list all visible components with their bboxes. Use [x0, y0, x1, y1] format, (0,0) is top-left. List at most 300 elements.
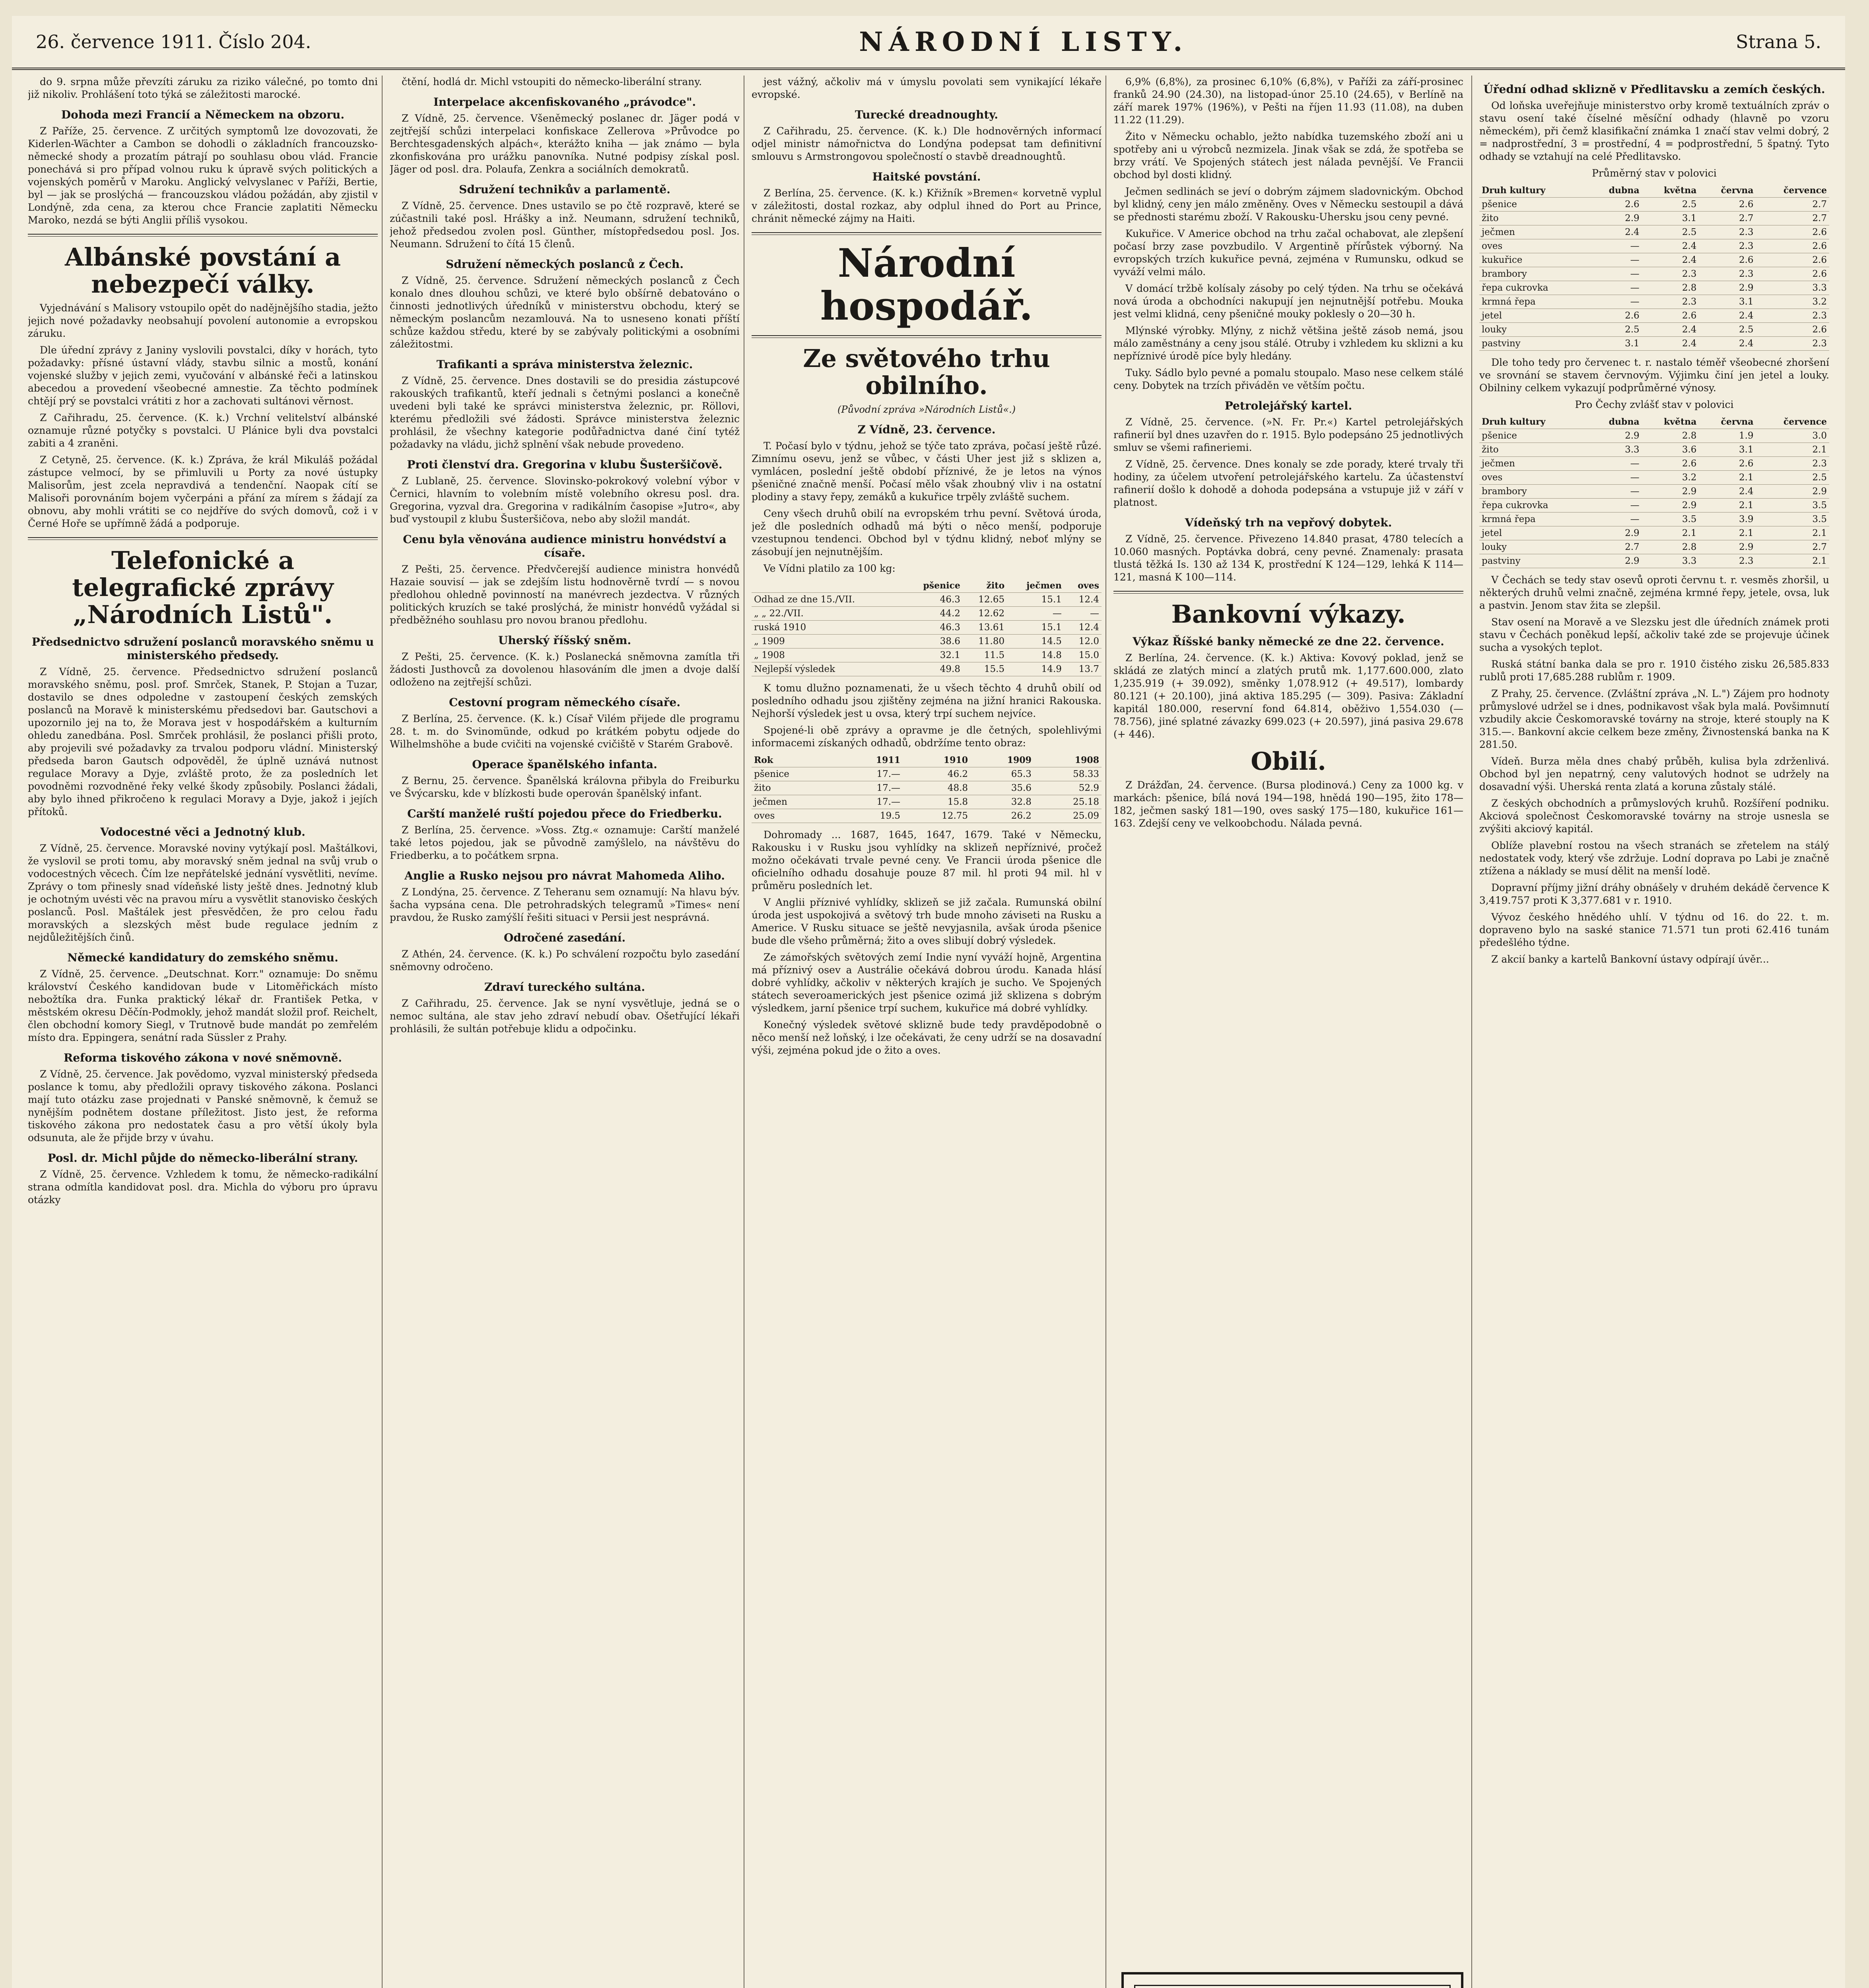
table-header-cell: Rok — [752, 753, 839, 767]
table-row — [1479, 513, 1829, 526]
table-cell: louky — [1479, 323, 1588, 337]
table-cell: — — [1588, 485, 1642, 499]
table-cell: 2.6 — [1699, 457, 1756, 471]
section-heading: Ze světového trhu obilního. — [803, 344, 1050, 400]
table-cell: 14.9 — [1007, 662, 1064, 676]
table-cell: 3.5 — [1756, 513, 1829, 526]
table-cell: ječmen — [752, 795, 839, 809]
paragraph: Z Bernu, 25. července. Španělská královna přibyla do Freiburku ve Švýcarsku, kde v blízkosti bude operován španělský infant. — [390, 775, 740, 799]
table-row — [752, 635, 1102, 648]
paragraph: Dle toho tedy pro červenec t. r. nastalo téměř všeobecné zhoršení ve srovnání se stavem červnovým. Výjimku činí jen jetel a louky. Obilniny celkem vykazují podprůměrné výnosy. — [1479, 357, 1829, 394]
table-cell: 2.1 — [1756, 443, 1829, 457]
column-3 — [752, 76, 1102, 1988]
table-cell: 2.3 — [1699, 554, 1756, 568]
article-heading: Odročené zasedání. — [503, 931, 626, 944]
table-header-cell: dubna — [1588, 184, 1642, 198]
article-heading: Uherský říšský sněm. — [498, 634, 631, 647]
table-cell: — — [1588, 499, 1642, 513]
table-cell: 2.5 — [1756, 471, 1829, 485]
paragraph: Z Vídně, 25. července. Předsednictvo sdružení poslanců moravského sněmu, posl. prof. Smrček, Stanek, P. Stojan a Tuzar, dostavilo se dnes odpoledne v zastoupení českých zemských poslanců na Moravě k ministerskému předsedovi bar. Gautschovi a upozornilo jej na to, že Morava jest v hospodářském a kulturním ohledu zanedbána. Posl. Smrček prohlásil, že poslanci přišli proto, aby projevili své požadavky za trvalou podporu vládní. Ministerský předseda baron Gautsch odpověděl, že úplně uznává nutnost regulace Moravy a Dyje, zvláště proto, že za posledních let povodněmi rozvodněné řeky velké škody způsobily. Poslanci žádali, aby bylo ihned přikročeno k regulaci Moravy a Dyje, jakož i jejích přítoků. — [28, 666, 378, 817]
table-cell: Odhad ze dne 15./VII. — [752, 593, 903, 607]
table-header-cell: července — [1756, 184, 1829, 198]
table-cell: — — [1588, 513, 1642, 526]
table-cell: Nejlepší výsledek — [752, 662, 903, 676]
table-cell: jetel — [1479, 309, 1588, 323]
table-cell: 3.1 — [1642, 212, 1699, 225]
table-cell: 3.2 — [1756, 295, 1829, 309]
table-cell: jetel — [1479, 526, 1588, 540]
table-cell: pšenice — [1479, 429, 1588, 443]
table-header-cell: Druh kultury — [1479, 184, 1588, 198]
table-cell: 2.4 — [1699, 485, 1756, 499]
article-heading: Reforma tiskového zákona v nové sněmovně. — [63, 1051, 342, 1064]
table-cell: 65.3 — [970, 767, 1034, 781]
table-cell: 49.8 — [903, 662, 963, 676]
table-cell: 2.3 — [1756, 457, 1829, 471]
issue-date: 26. července 1911. Číslo 204. — [36, 31, 311, 52]
masthead — [12, 16, 1845, 70]
table-cell: 14.8 — [1007, 648, 1064, 662]
table-row — [1479, 281, 1829, 295]
table-cell: „ 1908 — [752, 648, 903, 662]
table-cell: — — [1588, 457, 1642, 471]
paragraph: Z Berlína, 24. července. (K. k.) Aktiva: Kovový poklad, jenž se skládá ze zlatých mincí a zlatých prutů mk. 1,177.600.000, zlato 1,235.919 (+ 39.092), směnky 1,078.912 (+ 49.517), lombardy 80.121 (+ 20.100), jiná aktiva 185.295 (— 309). Pasiva: Základní kapitál 180.000, reservní fond 64.814, oběživo 1,554.030 (— 78.756), jiné splatné závazky 699.023 (+ 20.597), jiná pasiva 29.678 (+ 446). — [1113, 652, 1463, 740]
table-cell: 3.0 — [1756, 429, 1829, 443]
table-cell: 25.09 — [1034, 809, 1102, 823]
article-heading: Dohoda mezi Francií a Německem na obzoru. — [61, 108, 345, 121]
table-row — [752, 767, 1102, 781]
table-cell: krmná řepa — [1479, 295, 1588, 309]
paragraph: Vývoz českého hnědého uhlí. V týdnu od 16. do 22. t. m. dopraveno bylo na saské stanice 71.571 tun proti 62.416 tunám předešlého týdne. — [1479, 911, 1829, 948]
table-row — [752, 607, 1102, 621]
table-cell: 2.6 — [1756, 253, 1829, 267]
paragraph: Z českých obchodních a průmyslových kruhů. Rozšíření podniku. Akciová společnost Českomoravské továrny na stroje usnesla se zvýšiti akciový kapitál. — [1479, 798, 1829, 835]
table-cell: 2.3 — [1642, 295, 1699, 309]
paragraph: Z Vídně, 25. července. Dnes dostavili se do presidia zástupcové rakouských trafikantů, kteří jednali s četnými poslanci a konečně uvedeni byli také ke správci ministerstva železnic, pr. Röllovi, kterému předložili své žádosti. Správce ministerstva železnic prohlásil, že všechny kategorie podůřadnictva dané činí tytéž požadavky na vládu, jichž splnění však nebude provedeno. — [390, 375, 740, 450]
article-heading: Trafikanti a správa ministerstva železnic. — [436, 358, 693, 371]
section-heading: Telefonické a telegrafické zprávy „Národních Listů". — [72, 546, 334, 629]
article-heading: Vodocestné věci a Jednotný klub. — [100, 825, 305, 839]
table-cell: 3.2 — [1642, 471, 1699, 485]
article-heading: Cenu byla věnována audience ministru honvédství a císaře. — [403, 533, 727, 559]
paragraph: Z akcií banky a kartelů Bankovní ústavy odpírají úvěr... — [1491, 953, 1769, 965]
table-row — [1479, 499, 1829, 513]
table-cell: 15.1 — [1007, 593, 1064, 607]
table-cell: 2.6 — [1699, 198, 1756, 212]
article-heading: Carští manželé ruští pojedou přece do Friedberku. — [407, 807, 722, 820]
table-cell: 2.4 — [1699, 309, 1756, 323]
table-row — [752, 795, 1102, 809]
paragraph: Z Vídně, 25. července. Všeněmecký poslanec dr. Jäger podá v zejtřejší schůzi interpelaci konfiskace Zellerova »Průvodce po Berchtesgadenských alpách«, kterážto kniha — jak známo — byla zkonfiskována pro urážku panovníka. Nutné podpisy získal posl. Jäger od posl. dra. Polaufa, Zenkra a sociálních demokratů. — [390, 113, 740, 175]
table-cell: — — [1588, 295, 1642, 309]
section-heading: Bankovní výkazy. — [1171, 600, 1406, 629]
table-cell: 2.7 — [1588, 540, 1642, 554]
table-cell: žito — [1479, 212, 1588, 225]
table-cell: 2.4 — [1642, 239, 1699, 253]
table-cell: 26.2 — [970, 809, 1034, 823]
article-heading: Zdraví tureckého sultána. — [484, 980, 645, 994]
table-cell: 17.— — [839, 781, 903, 795]
table-cell: 2.5 — [1588, 323, 1642, 337]
table-cell: 32.1 — [903, 648, 963, 662]
article-heading: Výkaz Říšské banky německé ze dne 22. července. — [1133, 635, 1444, 648]
table-cell: 2.9 — [1588, 429, 1642, 443]
paragraph: Ceny všech druhů obilí na evropském trhu pevní. Světová úroda, jež dle posledních odhadů má býti o něco menší, podporuje vzestupnou tendenci. Obchod byl v týdnu klidný, neboť mlýny se zásobují jen nejnutnějším. — [752, 508, 1102, 557]
article-heading: Anglie a Rusko nejsou pro návrat Mahomeda Aliho. — [404, 869, 725, 882]
paragraph: Od loňska uveřejňuje ministerstvo orby kromě textuálních zpráv o stavu osení také číselné měsíční odhady (hlavně po vzoru německém), při čemž klasifikační známka 1 značí stav velmi dobrý, 2 = nadprostřední, 3 = prostřední, 4 = podprostřední, 5 špatný. Tyto odhady se vztahují na celé Předlitavsko. — [1479, 100, 1829, 162]
table-cell: 19.5 — [839, 809, 903, 823]
table-cell: řepa cukrovka — [1479, 499, 1588, 513]
table-cell: 3.5 — [1642, 513, 1699, 526]
table-cell: 15.5 — [963, 662, 1007, 676]
sunburst-ornament-icon — [1135, 1986, 1452, 1988]
paragraph: Z Drážďan, 24. července. (Bursa plodinová.) Ceny za 1000 kg. v markách: pšenice, bílá nová 194—198, hnědá 190—195, žito 178—182, ječmen saský 181—190, oves saský 175—180, kukuřice 161—163. Zdejší ceny ve velkoobchodu. Nálada pevná. — [1113, 779, 1463, 829]
table-row — [1479, 295, 1829, 309]
table-cell: 2.7 — [1756, 212, 1829, 225]
column-rule — [1471, 76, 1472, 1988]
source-note: (Původní zpráva »Národních Listů«.) — [837, 404, 1016, 415]
paragraph: Ruská státní banka dala se pro r. 1910 čistého zisku 26,585.833 rublů proti 17,685.288 rublům r. 1909. — [1479, 658, 1829, 683]
table-cell: 2.3 — [1699, 225, 1756, 239]
paragraph: Z Berlína, 25. července. »Voss. Ztg.« oznamuje: Carští manželé také letos pojedou, jak se původně zamýšlelo, na návštěvu do Friedberku, a to počátkem srpna. — [390, 824, 740, 861]
paragraph: Z Londýna, 25. července. Z Teheranu sem oznamují: Na hlavu býv. šacha vypsána cena. Dle petrohradských telegramů »Times« není pravdou, že Rusko zamýšlí řešiti situaci v Persii jest nesprávná. — [390, 886, 740, 923]
table-cell: — — [1588, 471, 1642, 485]
table-cell: 2.3 — [1642, 267, 1699, 281]
table-cell: 2.6 — [1756, 239, 1829, 253]
table-cell: 3.6 — [1642, 443, 1699, 457]
article-heading: Německé kandidatury do zemského sněmu. — [67, 951, 338, 964]
table-row — [1479, 225, 1829, 239]
paragraph: Z Vídně, 25. července. Sdružení německých poslanců z Čech konalo dnes dlouhou schůzi, ve které bylo obšírně debatováno o činnosti jednotlivých úředníků v ministerstvu obchodu, který se německým poslancům nezamlouvá. Na to usneseno konati příští schůze každou středu, které by se zabývaly politickými a osobními záležitostmi. — [390, 275, 740, 350]
table-row — [752, 781, 1102, 795]
table-cell: — — [1064, 607, 1102, 621]
table-row — [1479, 267, 1829, 281]
table-cell: 2.6 — [1756, 267, 1829, 281]
table-cell: 3.5 — [1756, 499, 1829, 513]
table-cell: 2.1 — [1699, 499, 1756, 513]
table-header-cell: května — [1642, 415, 1699, 429]
table-cell: ječmen — [1479, 457, 1588, 471]
table-row — [1479, 457, 1829, 471]
paragraph: Z Vídně, 25. července. Vzhledem k tomu, že německo-radikální strana odmítla kandidovat posl. dra. Michla do výboru pro úpravu otázky — [28, 1169, 378, 1206]
table-row — [1479, 309, 1829, 323]
table-cell: 3.9 — [1699, 513, 1756, 526]
table-cell: 52.9 — [1034, 781, 1102, 795]
table-cell: 3.3 — [1756, 281, 1829, 295]
table-cell: 2.5 — [1642, 225, 1699, 239]
column-1 — [28, 76, 378, 1988]
table-cell: 2.4 — [1642, 323, 1699, 337]
table-row — [1479, 198, 1829, 212]
paragraph: Z Vídně, 25. července. Dnes ustavilo se po čtě rozpravě, které se zúčastnili také posl. Hrášky a inž. Neumann, sdružení techniků, jehož předsedou zvolen posl. Günther, místopředsedou posl. Jos. Neumann. Sdružení to čítá 15 členů. — [390, 200, 740, 250]
table-row — [1479, 429, 1829, 443]
table-cell: 2.9 — [1699, 281, 1756, 295]
crop-status-table-bohemia — [1479, 415, 1829, 568]
article-heading: Předsednictvo sdružení poslanců moravského sněmu u ministerského předsedy. — [31, 635, 374, 662]
table-cell: 2.6 — [1699, 253, 1756, 267]
paragraph: V Anglii příznivé vyhlídky, sklizeň se již začala. Rumunská obilní úroda jest uspokojivá a světový trh bude mnoho záviseti na Rusku a Americe. V Rusku situace se ještě nevyjasnila, avšak úroda pšenice bude dle všeho průměrná; žito a oves slibují dobrý výsledek. — [752, 897, 1102, 946]
paragraph: jest vážný, ačkoliv má v úmyslu povolati sem vynikající lékaře evropské. — [752, 76, 1102, 100]
table-row — [1479, 212, 1829, 225]
table-cell: 44.2 — [903, 607, 963, 621]
table-cell: krmná řepa — [1479, 513, 1588, 526]
article-heading: Posl. dr. Michl půjde do německo-liberální strany. — [47, 1151, 358, 1165]
section-heading: Obilí. — [1251, 747, 1326, 776]
table-header-cell: 1910 — [903, 753, 970, 767]
table-cell: 11.5 — [963, 648, 1007, 662]
table-cell: 2.1 — [1699, 471, 1756, 485]
table-row — [1479, 443, 1829, 457]
table-cell: 2.6 — [1588, 198, 1642, 212]
table-cell: brambory — [1479, 485, 1588, 499]
table-cell: 14.5 — [1007, 635, 1064, 648]
table-cell: 2.9 — [1756, 485, 1829, 499]
table-cell: 2.6 — [1756, 225, 1829, 239]
table-cell: 2.6 — [1642, 309, 1699, 323]
table-cell: 2.4 — [1588, 225, 1642, 239]
table-cell: 12.4 — [1064, 593, 1102, 607]
paragraph: Dohromady ... 1687, 1645, 1647, 1679. Také v Německu, Rakousku i v Rusku jsou vyhlídky na sklizeň nepříznivé, pročež možno očekávati trvale pevné ceny. Ve Francii úroda pšenice dle oficielního odhadu dosahuje pouze 87 mil. hl proti 94 mil. hl v průměru posledních let. — [752, 829, 1102, 891]
table-row — [1479, 471, 1829, 485]
table-cell: — — [1588, 253, 1642, 267]
table-cell: — — [1588, 267, 1642, 281]
table-cell: „ 1909 — [752, 635, 903, 648]
table-cell: louky — [1479, 540, 1588, 554]
table-cell: ječmen — [1479, 225, 1588, 239]
paragraph: Z Cařihradu, 25. července. (K. k.) Vrchní velitelství albánské oznamuje různé potyčky s povstalci. U Plánice byli dva povstalci zabiti a 4 zraněni. — [28, 412, 378, 449]
table-header-cell: Druh kultury — [1479, 415, 1588, 429]
separator — [28, 537, 378, 540]
table-cell: „ „ 22./VII. — [752, 607, 903, 621]
table-cell: 15.0 — [1064, 648, 1102, 662]
separator — [1113, 591, 1463, 594]
paragraph: Z Berlína, 25. července. (K. k.) Císař Vilém přijede dle programu 28. t. m. do Svinomünde, odkud po krátkém pobytu odjede do Wilhelmshöhe a bude cvičiti na vojenské cvičiště v Starém Grabově. — [390, 713, 740, 750]
table-cell: 3.3 — [1642, 554, 1699, 568]
table-cell: 2.9 — [1588, 212, 1642, 225]
ad-frame — [1134, 1985, 1451, 1988]
printing-house-advertisement — [1121, 1972, 1463, 1988]
paragraph: Z Vídně, 25. července. Jak povědomo, vyzval ministerský předseda poslance k tomu, aby předložili opravy tiskového zákona. Poslanci mají tuto otázku zase projednati v Panské sněmovně, k čemuž se nynějším podnětem dostane příležitost. Jisto jest, že reforma tiskového zákona pro nedostatek času a pro větší úkoly byla odsunuta, ale že přijde brzy v úvahu. — [28, 1068, 378, 1143]
table-cell: oves — [1479, 239, 1588, 253]
table-caption: Průměrný stav v polovici — [1592, 167, 1717, 179]
table-header-cell: oves — [1064, 579, 1102, 593]
paragraph: 6,9% (6,8%), za prosinec 6,10% (6,8%), v Paříži za září-prosinec franků 24.90 (24.30), na listopad-únor 25.10 (24.65), v Berlíně na září marek 197% (196%), v Pešti na říjen 11.93 (11.08), na duben 11.22 (11.29). — [1113, 76, 1463, 126]
paragraph: Vídeň. Burza měla dnes chabý průběh, kulisa byla zdrženlivá. Obchod byl jen nepatrný, ceny valutových hodnot se udržely na dosavadní výši. Uherská renta zlatá a koruna zůstaly stálé. — [1479, 755, 1829, 792]
table-cell: 12.4 — [1064, 621, 1102, 635]
column-5 — [1479, 76, 1829, 1988]
table-row — [752, 662, 1102, 676]
paragraph: Konečný výsledek světové sklizně bude tedy pravděpodobně o něco menší než loňský, i lze očekávati, že ceny udrží se na dosavadní výši, zejména pokud jde o žito a oves. — [752, 1019, 1102, 1056]
table-cell: — — [1588, 239, 1642, 253]
paragraph: Kukuřice. V Americe obchod na trhu začal ochabovat, ale zlepšení počasí brzy zase povzbudilo. V Argentině přírůstek výborný. Na evropských trzích kukuřice pevná, zejména v Rumunsku, odkud se vyváží velmi málo. — [1113, 228, 1463, 278]
table-cell: 1.9 — [1699, 429, 1756, 443]
table-cell: brambory — [1479, 267, 1588, 281]
table-cell: 3.3 — [1588, 443, 1642, 457]
section-title: Národní hospodář. — [820, 241, 1033, 329]
separator — [28, 234, 378, 237]
table-cell: 12.62 — [963, 607, 1007, 621]
table-row — [1479, 485, 1829, 499]
paragraph: V Čechách se tedy stav osevů oproti červnu t. r. vesměs zhoršil, u některých druhů velmi značně, zejména krmné řepy, jetele, ovsa, luk a pastvin. Jenom stav žita se zlepšil. — [1479, 574, 1829, 611]
table-header-cell: června — [1699, 415, 1756, 429]
paragraph: Tuky. Sádlo bylo pevné a pomalu stoupalo. Maso nese celkem stálé ceny. Dobytek na trzích přiváděn ve větším počtu. — [1113, 367, 1463, 391]
table-cell: 2.9 — [1699, 540, 1756, 554]
article-heading: Turecké dreadnoughty. — [855, 108, 999, 121]
section-heading: Albánské povstání a nebezpečí války. — [65, 243, 341, 299]
page-number: Strana 5. — [1736, 31, 1821, 52]
newspaper-title: NÁRODNÍ LISTY. — [859, 26, 1188, 57]
column-2 — [390, 76, 740, 1988]
paragraph: Z Vídně, 25. července. Dnes konaly se zde porady, které trvaly tři hodiny, za účelem utvoření petrolejářského kartelu. Za účastenství rafinerií došlo k dohodě a dohoda podepsána a vstupuje již v září v platnost. — [1113, 458, 1463, 508]
paragraph: Spojené-li obě zprávy a opravme je dle četných, spolehlivými informacemi získaných odhadů, obdržíme tento obraz: — [752, 724, 1102, 749]
column-rule — [1105, 76, 1106, 1988]
table-cell: 2.7 — [1756, 198, 1829, 212]
table-cell: 11.80 — [963, 635, 1007, 648]
article-heading: Cestovní program německého císaře. — [449, 696, 680, 709]
table-cell: 2.3 — [1756, 337, 1829, 351]
table-cell: 2.6 — [1588, 309, 1642, 323]
table-cell: 13.7 — [1064, 662, 1102, 676]
column-4 — [1113, 76, 1463, 1960]
table-cell: 2.3 — [1699, 267, 1756, 281]
crop-status-table-austria — [1479, 184, 1829, 351]
table-caption: Ve Vídni platilo za 100 kg: — [764, 563, 896, 574]
table-cell: žito — [1479, 443, 1588, 457]
table-cell: 3.1 — [1699, 295, 1756, 309]
table-cell: 2.3 — [1699, 239, 1756, 253]
paragraph: Dle úřední zprávy z Janiny vyslovili povstalci, díky v horách, tyto požadavky: přísné ústavní vlády, stavbu silnic a mostů, konání vojenské služby v jejich zemi, vyučování v albánské řeči a latinskou abecedou a provedení všeobecné amnestie. Za těchto podmínek chtějí prý se povstalci vrátiti z hor a zachovati sultánovi věrnost. — [28, 344, 378, 407]
paragraph: Z Cařihradu, 25. července. Jak se nyní vysvětluje, jedná se o nemoc sultána, ale stav jeho zdraví nebudí obav. Ošetřující lékaři prohlásili, že sultán potřebuje klidu a odpočinku. — [390, 998, 740, 1035]
table-cell: 3.1 — [1588, 337, 1642, 351]
table-cell: 2.3 — [1756, 309, 1829, 323]
table-cell: 2.5 — [1642, 198, 1699, 212]
separator — [752, 335, 1102, 338]
table-cell: kukuřice — [1479, 253, 1588, 267]
table-row — [752, 648, 1102, 662]
table-header-cell: 1908 — [1034, 753, 1102, 767]
paragraph: Dopravní příjmy jižní dráhy obnášely v druhém dekádě července K 3,419.757 proti K 3,377.681 v r. 1910. — [1479, 882, 1829, 906]
paragraph: Mlýnské výrobky. Mlýny, z nichž většina ještě zásob nemá, jsou málo zaměstnány a ceny jsou stálé. Otruby i vzhledem ku sklizni a ku nepříznivé úrodě píce byly hledány. — [1113, 325, 1463, 362]
paragraph: Z Berlína, 25. července. (K. k.) Křižník »Bremen« korvetně vyplul v záležitosti, dostal rozkaz, aby odplul ihned do Port au Prince, chránit německé zájmy na Haiti. — [752, 187, 1102, 224]
table-header-cell: 1911 — [839, 753, 903, 767]
table-cell: 2.1 — [1642, 526, 1699, 540]
table-cell: 15.8 — [903, 795, 970, 809]
table-row — [1479, 337, 1829, 351]
table-cell: 2.4 — [1642, 337, 1699, 351]
table-cell: 35.6 — [970, 781, 1034, 795]
table-header-cell: žito — [963, 579, 1007, 593]
table-cell: 2.6 — [1642, 457, 1699, 471]
table-row — [752, 809, 1102, 823]
table-cell: pšenice — [1479, 198, 1588, 212]
table-cell: 15.1 — [1007, 621, 1064, 635]
paragraph: V domácí tržbě kolísaly zásoby po celý týden. Na trhu se očekává nová úroda a obchodníci nakupují jen nejnutnější potřebu. Mouka jest velmi klidná, ceny pšeničné mouky poklesly o 20—30 h. — [1113, 283, 1463, 320]
table-cell: 2.7 — [1756, 540, 1829, 554]
paragraph: Z Cařihradu, 25. července. (K. k.) Dle hodnověrných informací odjel ministr námořnictva do Londýna podepsat tam definitivní smlouvu s Armstrongovou společností o stavbě dreadnoughtů. — [752, 125, 1102, 162]
table-cell: 12.65 — [963, 593, 1007, 607]
table-cell: pastviny — [1479, 554, 1588, 568]
table-header-cell: ječmen — [1007, 579, 1064, 593]
table-cell: 46.3 — [903, 593, 963, 607]
table-header-cell: 1909 — [970, 753, 1034, 767]
paragraph: Stav osení na Moravě a ve Slezsku jest dle úředních známek proti stavu v Čechách poněkud lepší, ačkoliv také zde se projevuje účinek sucha a vysokých teplot. — [1479, 616, 1829, 653]
paragraph: Z Lublaně, 25. července. Slovinsko-pokrokový volební výbor v Černici, hlavním to volebním místě volebního okresu posl. dra. Gregorina, vyzval dra. Gregorina v radikálním časopise »Jutro«, aby buď vystoupil z klubu Šusteršičova, nebo aby složil mandát. — [390, 475, 740, 525]
table-cell: 32.8 — [970, 795, 1034, 809]
paragraph: Ze zámořských světových zemí Indie nyní vyváží hojně, Argentina má příznivý osev a Austrálie očekává dobrou úrodu. Kanada hlásí dobré vyhlídky, ačkoliv v některých krajích je sucho. Ve Spojených státech severoamerických jest pšenice ozimá již sklizena s dobrým výsledkem, jarní pšenice trpí suchem, kukuřice má dobré vyhlídky. — [752, 951, 1102, 1014]
table-cell: řepa cukrovka — [1479, 281, 1588, 295]
column-rule — [382, 76, 383, 1988]
table-cell: 17.— — [839, 767, 903, 781]
table-cell: ruská 1910 — [752, 621, 903, 635]
table-cell: 2.5 — [1699, 323, 1756, 337]
table-cell: 2.7 — [1699, 212, 1756, 225]
paragraph: Z Vídně, 25. července. Moravské noviny vytýkají posl. Maštálkovi, že vyslovil se proti tomu, aby moravský sněm jednal na svůj vrub o vodocestných věcech. Čím lze nepřátelské jednání vysvětliti, nevíme. Zprávy o tom přinesly snad vídeňské listy ještě dnes. Jednotný klub je ochotným uvésti věc na pravou míru a vysvětlit stanovisko českých poslanců. Posl. Maštálek jest přesvědčen, že pro celou řadu moravských a slezských měst bude regulace jedním z nejdůležitějších činů. — [28, 843, 378, 943]
table-cell: 13.61 — [963, 621, 1007, 635]
table-cell: 2.4 — [1642, 253, 1699, 267]
table-header-cell: pšenice — [903, 579, 963, 593]
paragraph: Ječmen sedlinách se jeví o dobrým zájmem sladovnickým. Obchod byl klidný, ceny jen málo změněny. Oves v Německu sestoupil a dává se přednosti starému zboží. V Rakousku-Uhersku jsou ceny pevné. — [1113, 186, 1463, 223]
table-cell: — — [1588, 281, 1642, 295]
table-cell: — — [1007, 607, 1064, 621]
table-row — [752, 621, 1102, 635]
table-cell: žito — [752, 781, 839, 795]
paragraph: T. Počasí bylo v týdnu, jehož se týče tato zpráva, počasí ještě růzé. Zimnímu osevu, jenž se vůbec, v části Uher jest již s sklizen a, vymlácen, poslední ještě období příznivé, že je letos na výnos pšeničné značně menší. Počasí mělo však zhoubný vliv i na ostatní plodiny a stavy řepy, zemáků a kukuřice trpěly zvláště suchem. — [752, 440, 1102, 503]
article-heading: Proti členství dra. Gregorina v klubu Šusteršičově. — [407, 458, 723, 471]
table-cell: 2.6 — [1756, 323, 1829, 337]
table-cell: 25.18 — [1034, 795, 1102, 809]
grain-price-table — [752, 579, 1102, 676]
table-cell: 2.1 — [1756, 526, 1829, 540]
table-cell: 2.1 — [1699, 526, 1756, 540]
table-caption: Pro Čechy zvlášť stav v polovici — [1575, 399, 1734, 410]
table-cell: 48.8 — [903, 781, 970, 795]
article-heading: Petrolejářský kartel. — [1224, 399, 1352, 412]
table-cell: 2.9 — [1642, 499, 1699, 513]
newspaper-page — [12, 16, 1845, 1988]
table-header-cell: května — [1642, 184, 1699, 198]
article-heading: Interpelace akcenfiskovaného „právodce". — [433, 95, 696, 109]
paragraph: Z Vídně, 25. července. (»N. Fr. Pr.«) Kartel petrolejářských rafinerií byl dnes uzavřen do r. 1915. Bylo podepsáno 25 jednotlivých smluv se všemi rafineriemi. — [1113, 416, 1463, 453]
table-cell: 2.9 — [1642, 485, 1699, 499]
table-cell: oves — [752, 809, 839, 823]
table-row — [1479, 554, 1829, 568]
paragraph: K tomu dlužno poznamenati, že u všech těchto 4 druhů obilí od posledního odhadu jsou zjištěny zejména na jižní hranici Rakouska. Nejhorší výsledek jest u ovsa, který trpí suchem nejvíce. — [752, 682, 1102, 719]
paragraph: do 9. srpna může převzíti záruku za riziko válečné, po tomto dni již nikoliv. Prohlášení toto týká se záležitosti marocké. — [28, 76, 378, 100]
paragraph: Žito v Německu ochablo, ježto nabídka tuzemského zboží ani u spotřeby ani u výrobců nezmizela. Jinak však se zdá, že spotřeba se brzy vrátí. Ve Spojených státech jest nálada pevnější. Ve Francii obchod byl dosti klidný. — [1113, 131, 1463, 181]
paragraph: Z Prahy, 25. července. (Zvláštní zpráva „N. L.") Zájem pro hodnoty průmyslové udržel se i dnes, podnikavost však byla malá. Povšimnutí vzbudily akcie Českomoravské továrny na stroje, které stouply na K 315.—. Bankovní akcie celkem beze změny, Živnostenská banka na K 281.50. — [1479, 688, 1829, 750]
table-header-cell: dubna — [1588, 415, 1642, 429]
table-cell: 2.1 — [1756, 554, 1829, 568]
dateline: Z Vídně, 23. července. — [857, 423, 996, 436]
paragraph: Z Vídně, 25. července. Přivezeno 14.840 prasat, 4780 telecích a 10.060 masných. Poptávka dobrá, ceny pevné. Znamenaly: prasata tlustá těžká Is. 130 až 134 K, prostřední K 124—129, lehká K 114—121, masná K 100—114. — [1113, 533, 1463, 583]
table-cell: 3.1 — [1699, 443, 1756, 457]
table-cell: 12.75 — [903, 809, 970, 823]
table-row — [1479, 253, 1829, 267]
article-heading: Sdružení německých poslanců z Čech. — [445, 258, 684, 271]
table-cell: pšenice — [752, 767, 839, 781]
article-heading: Operace španělského infanta. — [472, 758, 657, 771]
article-heading: Úřední odhad sklizně v Předlitavsku a zemích českých. — [1483, 83, 1825, 96]
table-cell: 2.8 — [1642, 540, 1699, 554]
article-heading: Haitské povstání. — [872, 170, 981, 183]
paragraph: Z Athén, 24. července. (K. k.) Po schválení rozpočtu bylo zasedání sněmovny odročeno. — [390, 948, 740, 973]
table-cell: 38.6 — [903, 635, 963, 648]
table-cell: 46.2 — [903, 767, 970, 781]
table-cell: 2.4 — [1699, 337, 1756, 351]
paragraph: čtění, hodlá dr. Michl vstoupiti do německo-liberální strany. — [402, 76, 702, 87]
separator — [752, 232, 1102, 235]
paragraph: Z Cetyně, 25. července. (K. k.) Zpráva, že král Mikuláš požádal zástupce velmocí, by se přimluvili u Porty za nové ústupky Malisorům, jest zcela nepravdivá a tendenční. Naopak cítí se Malisoři porovnáním bojem vyčerpáni a přání za mírem s žádají za obnovu, aby mohli vrátiti se co nejdříve do svých domovů, což i v Černé Hoře se upřímně žádá a podporuje. — [28, 454, 378, 529]
